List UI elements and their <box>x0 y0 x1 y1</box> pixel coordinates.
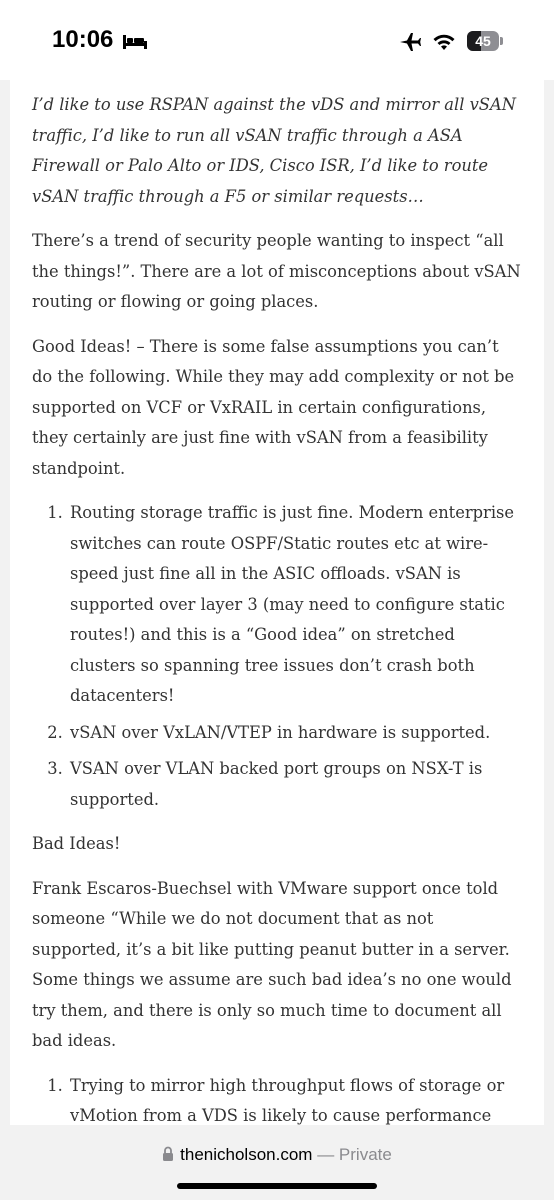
wifi-icon <box>432 32 456 52</box>
lock-icon <box>162 1146 174 1162</box>
good-ideas-paragraph: Good Ideas! – There is some false assumptions you can’t do the following. While they may add complexity or not be supported on VCF or VxRAIL in certain configurations, they certainly are just fine with vSAN from a feasibility standpoint. <box>32 336 515 478</box>
bad-ideas-list <box>32 1071 524 1126</box>
url-separator: — <box>317 1145 335 1164</box>
url-bar[interactable] <box>0 1125 554 1200</box>
list-item: 2. vSAN over VxLAN/VTEP in hardware is supported. <box>68 718 524 749</box>
url-domain: thenicholson.com <box>180 1145 313 1164</box>
quote-paragraph: I’d like to use RSPAN against the vDS and mirror all vSAN traffic, I’d like to run all vSAN traffic through a ASA Firewall or Palo Alto or IDS, Cisco ISR, I’d like to route vSAN traffic through a F5 or similar requests… <box>32 95 516 206</box>
airplane-icon <box>398 31 422 53</box>
status-bar <box>0 0 554 80</box>
status-time: 10:06 <box>52 26 114 53</box>
home-indicator[interactable] <box>177 1183 377 1189</box>
support-quote-paragraph: Frank Escaros-Buechsel with VMware support once told someone “While we do not document that as not supported, it’s a bit like putting peanut butter in a server. Some things we assume are such bad idea’s no one would try them, and there is only so much time to document all bad ideas. <box>32 878 512 1050</box>
bad-ideas-heading: Bad Ideas! <box>32 834 121 853</box>
article <box>10 80 544 1125</box>
intro-paragraph: There’s a trend of security people wanting to inspect “all the things!”. There are a lot of misconceptions about vSAN routing or flowing or going places. <box>32 231 521 311</box>
list-item: 3. VSAN over VLAN backed port groups on NSX-T is supported. <box>68 754 524 815</box>
private-mode-label: Private <box>338 1145 392 1164</box>
bed-icon <box>122 34 148 50</box>
good-ideas-list <box>32 498 524 815</box>
battery-icon <box>467 31 503 51</box>
battery-level: 45 <box>475 33 491 49</box>
list-item: 1. Trying to mirror high throughput flows of storage or vMotion from a VDS is likely to cause performance <box>68 1071 524 1126</box>
list-item: 1. Routing storage traffic is just fine. Modern enterprise switches can route OSPF/Static routes etc at wire-speed just fine all in the ASIC offloads. vSAN is supported over layer 3 (may need to configure static routes!) and this is a “Good idea” on stretched clusters so spanning tree issues don’t crash both datacenters! <box>68 498 524 712</box>
web-content[interactable] <box>0 80 554 1125</box>
